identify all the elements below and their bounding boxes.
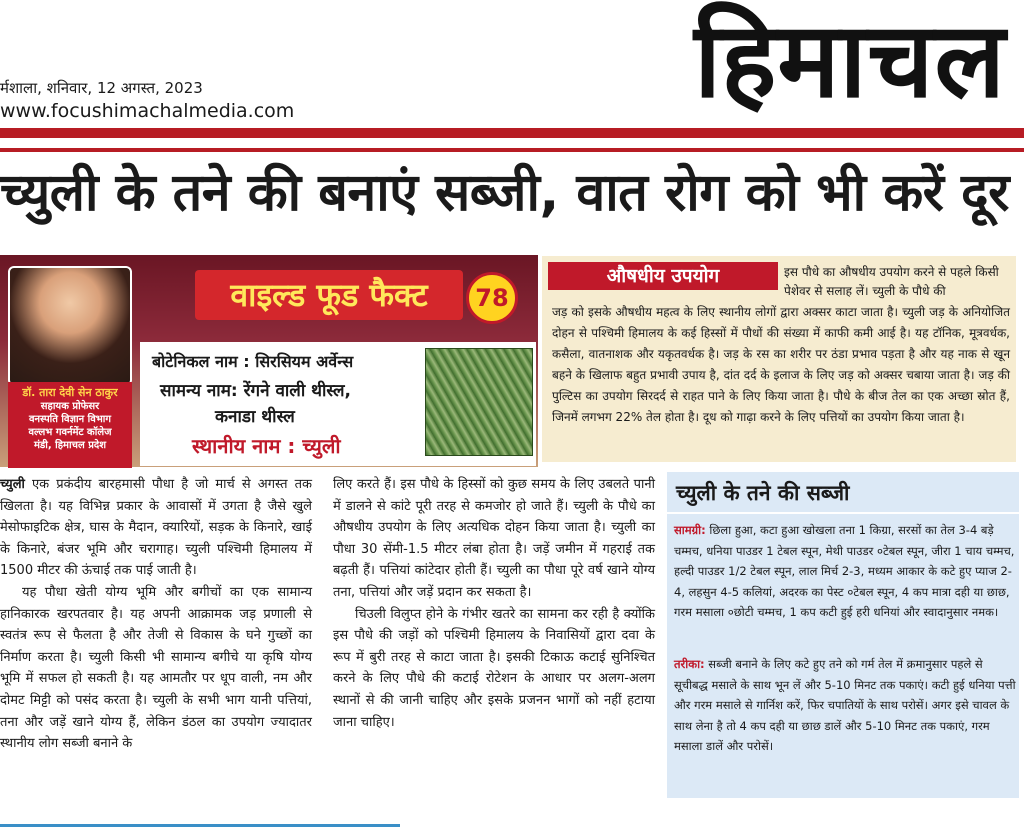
ingredients-text: छिला हुआ, कटा हुआ खोखला तना 1 किग्रा, सरसों का तेल 3-4 बड़े चम्मच, धनिया पाउडर 1 टेबल स्पून, मेथी पाउडर ०टेबल स्पून, जीरा 1 चाय चम्मच, हल्दी पाउडर 1/2 टेबल स्पून, लाल मिर्च 2-3, मध्यम आकार के कटे हुए प्याज 2-4, लहसुन 4-5 कलियां, अदरक का पेस्ट ०टेबल स्पून, 4 कप मात्रा दही या छाछ, गरम मसाला ०छोटी चम्मच, 1 कप कटी हुई हरी धनियां और स्वादानुसार नमक। (674, 523, 1015, 619)
recipe-title: च्युली के तने की सब्जी (676, 481, 850, 505)
bottom-rule (0, 824, 400, 827)
masthead: हिमाचल (694, 0, 1006, 121)
headline: च्युली के तने की बनाएं सब्जी, वात रोग को भी करें दूर (0, 163, 1009, 223)
lead-word: च्युली (0, 477, 25, 492)
recipe-ingredients (674, 520, 1016, 623)
author-name: डॉ. तारा देवी सेन ठाकुर (22, 386, 118, 399)
masthead-rule (0, 128, 1024, 138)
author-photo (8, 266, 132, 386)
author-line: वल्लभ गवर्नमेंट कॉलेज (28, 427, 112, 439)
series-number-badge: 78 (466, 272, 518, 324)
method-text: सब्जी बनाने के लिए कटे हुए तने को गर्म तेल में क्रमानुसार पहले से सूचीबद्ध मसाले के साथ भून लें और 5-10 मिनट तक पकाएं। कटी हुई धनिया पत्ती और गरम मसाले से गार्निश करें, फिर चपातियों के साथ परोसें। अगर इसे चावल के साथ लेना है तो 4 कप दही या छाछ डालें और 5-10 मिनट तक पकाएं, गरम मसाला डालें और परोसें। (674, 657, 1016, 753)
series-title: वाइल्ड फूड फैक्ट (195, 270, 463, 320)
common-name: सामन्य नाम: रेंगने वाली थीस्ल, (160, 381, 352, 401)
medicinal-title: औषधीय उपयोग (548, 262, 778, 290)
ingredients-label: सामग्री: (674, 523, 706, 537)
article-column-2 (333, 474, 655, 733)
paragraph: यह पौधा खेती योग्य भूमि और बगीचों का एक सामान्य हानिकारक खरपतवार है। यह अपनी आक्रामक जड़ प्रणाली से स्वतंत्र रूप से फैलता है और तेजी से विकास के घने गुच्छों का निर्माण करता है। च्युली किसी भी सामान्य बगीचे या कृषि योग्य भूमि में सफल हो सकती है। यह आमतौर पर धूप वाली, नम और दोमट मिट्टी को पसंद करता है। च्युली के सभी भाग यानी पत्तियां, तना और जड़ें खाने योग्य हैं, लेकिन डंठल का उपयोग ज्यादातर स्थानीय लोग सब्जी बनाने के (0, 584, 312, 752)
website-url: www.focushimachalmedia.com (0, 100, 295, 122)
author-line: सहायक प्रोफेसर (40, 401, 100, 413)
botanical-name: बोटेनिकल नाम : सिरसियम अर्वेन्स (152, 352, 354, 371)
paragraph: चिउली विलुप्त होने के गंभीर खतरे का सामना कर रही है क्योंकि इस पौधे की जड़ों को पश्चिमी हिमालय के निवासियों द्वारा दवा के रूप में बुरी तरह से काटा जाता है। इसकी टिकाऊ कटाई सुनिश्चित करने के लिए पौधे की कटाई रोटेशन के आधार पर अलग-अलग स्थानों से की जानी चाहिए और इसके प्रजनन भागों को नहीं हटाया जाना चाहिए। (333, 606, 655, 730)
author-box (8, 382, 132, 468)
local-name: स्थानीय नाम : च्युली (192, 434, 341, 458)
paragraph: लिए करते हैं। इस पौधे के हिस्सों को कुछ समय के लिए उबलते पानी में डालने से कांटे पूरी तरह से कमजोर हो जाते हैं। च्युली के पौधे का औषधीय उपयोग के लिए अत्यधिक दोहन किया जाता है। च्युली का पौधा 30 सेंमी-1.5 मीटर लंबा होता है। जड़ें जमीन में गहराई तक बढ़ती हैं। पत्तियां कांटेदार होती हैं। च्युली का पौधा पूरे वर्ष खाने योग्य तना, पत्तियां और जड़ें प्रदान कर सकता है। (333, 477, 655, 600)
author-line: वनस्पति विज्ञान विभाग (28, 414, 112, 426)
recipe-method (674, 654, 1016, 757)
recipe-divider (667, 512, 1019, 514)
plant-photo (425, 348, 533, 456)
medicinal-intro: इस पौधे का औषधीय उपयोग करने से पहले किसी पेशेवर से सलाह लें। च्युली के पौधे की (784, 265, 999, 298)
method-label: तरीका: (674, 657, 705, 671)
common-name-2: कनाडा थीस्ल (215, 407, 295, 427)
dateline: र्मशाला, शनिवार, 12 अगस्त, 2023 (0, 79, 203, 97)
paragraph (0, 474, 312, 582)
paragraph-text: एक प्रकंदीय बारहमासी पौधा है जो मार्च से अगस्त तक खिलता है। यह विभिन्न प्रकार के आवासों में उगता है जैसे खुले मेसोफाइटिक क्षेत्र, घास के मैदान, क्यारियों, सड़क के किनारे, खाई के किनारे, बंजर भूमि और चरागाह। च्युली पश्चिमी हिमालय में 1500 मीटर की ऊंचाई तक पाई जाती है। (0, 477, 312, 579)
article-column-1 (0, 474, 312, 755)
medicinal-body: जड़ को इसके औषधीय महत्व के लिए स्थानीय लोगों द्वारा अक्सर काटा जाता है। च्युली जड़ के अनियोजित दोहन से पश्चिमी हिमालय के कई हिस्सों में पौधों की संख्या में काफी कमी आई है। यह टॉनिक, मूत्रवर्धक, कसैला, वातनाशक और यकृतवर्धक है। जड़ के रस का शरीर पर ठंडा प्रभाव पड़ता है और यह नाक से खून बहने के खिलाफ बहुत प्रभावी उपाय है, दांत दर्द के इलाज के लिए जड़ को अक्सर चबाया जाता है। जड़ की पुल्टिस का उपयोग सिरदर्द से राहत पाने के लिए किया जाता है। पौधे के बीज तेल का एक अच्छा स्रोत हैं, जिनमें लगभग 22% तेल होता है। दूध को गाढ़ा करने के लिए पत्तियों का उपयोग किया जाता है। (552, 305, 1010, 424)
masthead-rule-thin (0, 148, 1024, 152)
author-line: मंडी, हिमाचल प्रदेश (33, 440, 107, 452)
